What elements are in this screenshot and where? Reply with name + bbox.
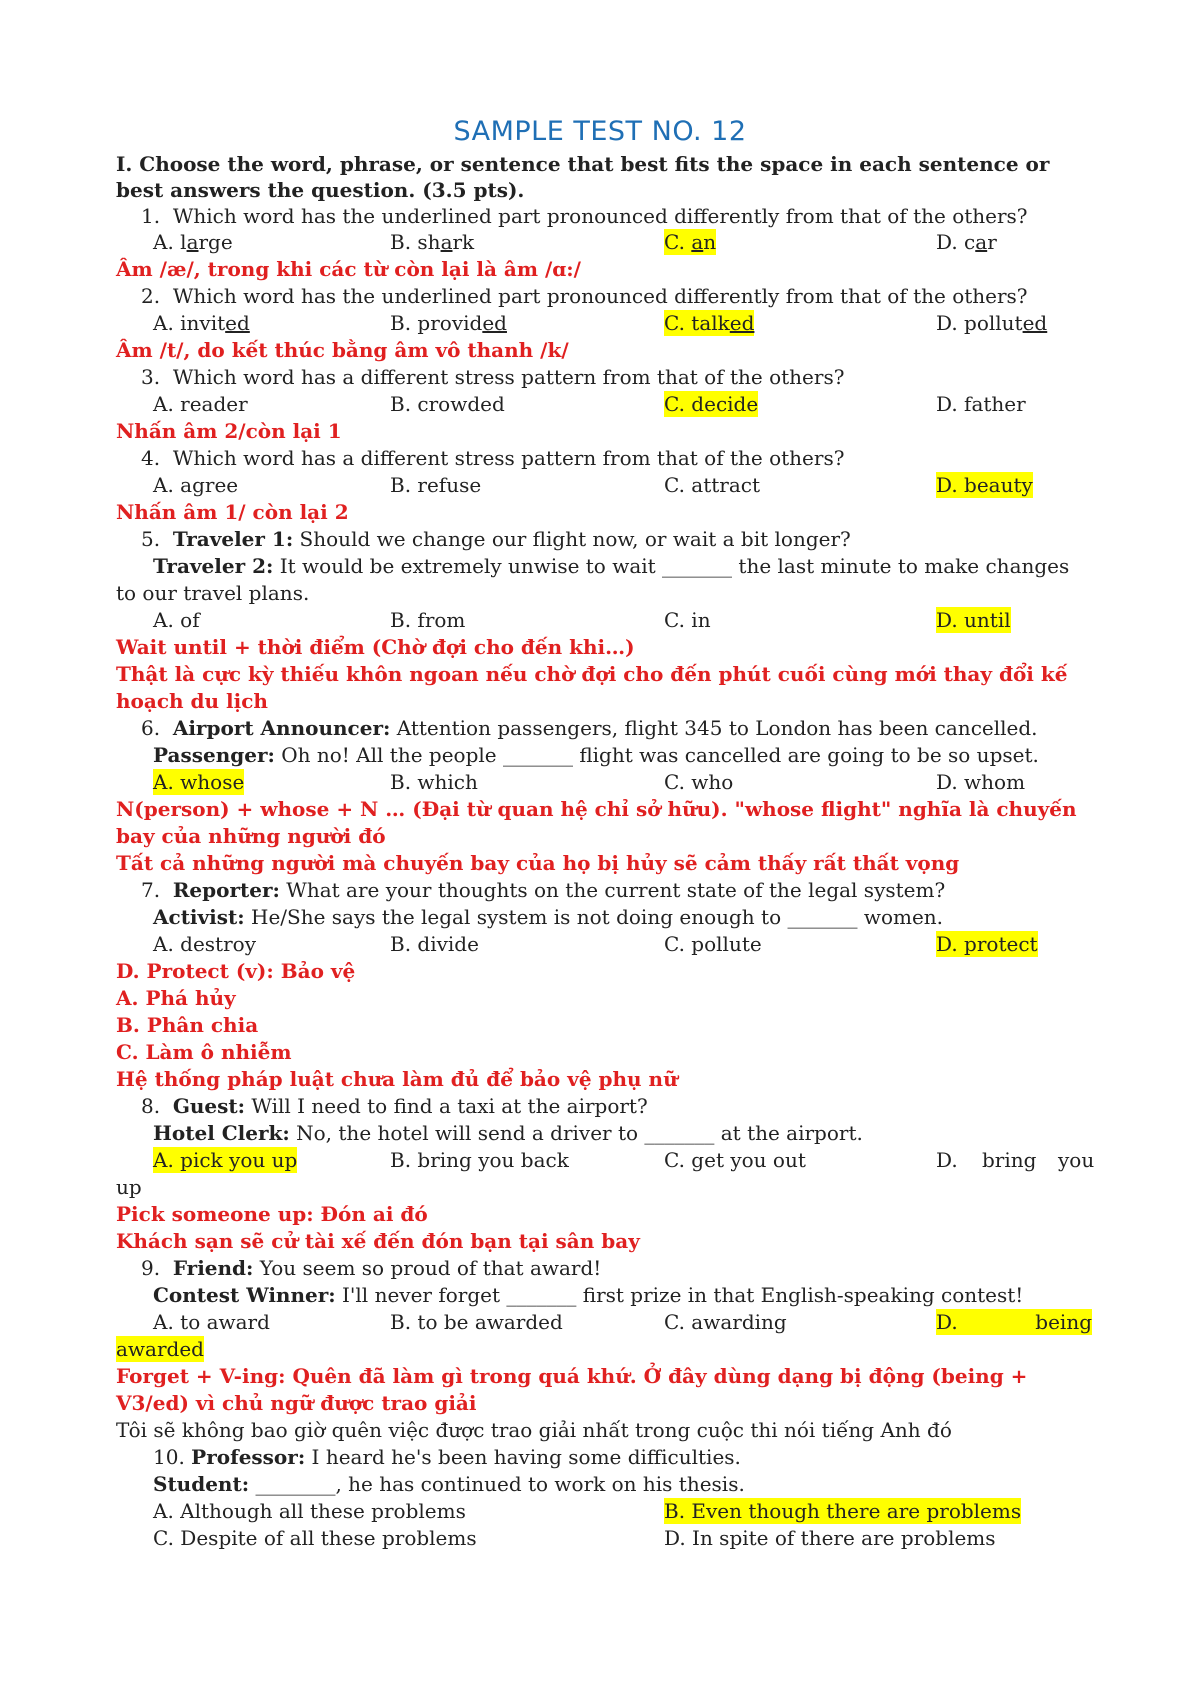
q9-translation: Tôi sẽ không bao giờ quên việc được trao giải nhất trong cuộc thi nói tiếng Anh đó (116, 1418, 952, 1442)
q8-option-d-part4[interactable]: up (116, 1175, 142, 1199)
q10-option-a[interactable]: A. Although all these problems (153, 1499, 466, 1523)
question-text: Which word has the underlined part pronounced differently from that of the others? (172, 284, 1028, 308)
q2-option-a[interactable]: A. invited (153, 311, 250, 335)
question-number: 10. (153, 1445, 185, 1469)
q8-dialogue-2 (153, 1120, 863, 1146)
question-2 (141, 283, 1028, 309)
question-text: Which word has a different stress pattern from that of the others? (172, 365, 845, 389)
q6-option-c[interactable]: C. who (664, 770, 734, 794)
q9-dialogue-2 (153, 1282, 1023, 1308)
speaker-label: Contest Winner: (153, 1283, 336, 1307)
q8-option-c[interactable]: C. get you out (664, 1148, 806, 1172)
q9-option-a[interactable]: A. to award (153, 1310, 270, 1334)
q6-explanation-2: bay của những người đó (116, 824, 386, 848)
q9-explanation-2: V3/ed) vì chủ ngữ được trao giải (116, 1391, 477, 1415)
q8-option-d-part1[interactable]: D. (936, 1148, 958, 1172)
page-title: SAMPLE TEST NO. 12 (453, 116, 747, 147)
question-9 (141, 1255, 601, 1281)
q10-option-c[interactable]: C. Despite of all these problems (153, 1526, 477, 1550)
speaker-label: Student: (153, 1472, 250, 1496)
q5-option-a[interactable]: A. of (153, 608, 200, 632)
q7-option-a[interactable]: A. destroy (153, 932, 256, 956)
question-8 (141, 1093, 648, 1119)
q5-dialogue-2 (153, 553, 1069, 579)
question-5 (141, 526, 851, 552)
dialogue-text: It would be extremely unwise to wait _______ the last minute to make changes (273, 554, 1070, 578)
question-number: 7. (141, 878, 161, 902)
dialogue-text: I'll never forget _______ first prize in that English-speaking contest! (335, 1283, 1024, 1307)
q3-explanation: Nhấn âm 2/còn lại 1 (116, 419, 342, 443)
question-7 (141, 877, 945, 903)
q1-option-b[interactable]: B. shark (390, 230, 475, 254)
q7-explanation-2: A. Phá hủy (116, 986, 236, 1010)
question-number: 3. (141, 365, 161, 389)
dialogue-text: Attention passengers, flight 345 to London has been cancelled. (390, 716, 1038, 740)
q5-dialogue-continued: to our travel plans. (116, 581, 310, 605)
dialogue-text: You seem so proud of that award! (253, 1256, 602, 1280)
q1-option-a[interactable]: A. large (153, 230, 233, 254)
q4-explanation: Nhấn âm 1/ còn lại 2 (116, 500, 349, 524)
speaker-label: Traveler 2: (153, 554, 274, 578)
dialogue-text: Will I need to find a taxi at the airport? (245, 1094, 648, 1118)
q10-dialogue-2 (153, 1471, 745, 1497)
section-heading-line2: best answers the question. (3.5 pts). (116, 178, 525, 202)
q9-option-c[interactable]: C. awarding (664, 1310, 787, 1334)
q6-option-a[interactable]: A. whose (153, 770, 245, 794)
q8-option-d-part3[interactable]: you (1058, 1148, 1095, 1172)
speaker-label: Passenger: (153, 743, 275, 767)
q8-explanation-1: Pick someone up: Đón ai đó (116, 1202, 428, 1226)
q4-option-c[interactable]: C. attract (664, 473, 761, 497)
q4-option-b[interactable]: B. refuse (390, 473, 482, 497)
q6-explanation-3: Tất cả những người mà chuyến bay của họ bị hủy sẽ cảm thấy rất thất vọng (116, 851, 960, 875)
question-number: 5. (141, 527, 161, 551)
q7-explanation-3: B. Phân chia (116, 1013, 259, 1037)
q9-option-d[interactable]: D. being (936, 1310, 1092, 1334)
q2-explanation: Âm /t/, do kết thúc bằng âm vô thanh /k/ (116, 338, 569, 362)
q5-option-d[interactable]: D. until (936, 608, 1011, 632)
q5-explanation-2: Thật là cực kỳ thiếu khôn ngoan nếu chờ đợi cho đến phút cuối cùng mới thay đổi kế (116, 662, 1068, 686)
q1-explanation: Âm /æ/, trong khi các từ còn lại là âm /ɑ:/ (116, 257, 581, 281)
question-4 (141, 445, 844, 471)
dialogue-text: I heard he's been having some difficulties. (305, 1445, 741, 1469)
question-number: 2. (141, 284, 161, 308)
speaker-label: Activist: (153, 905, 245, 929)
q3-option-d[interactable]: D. father (936, 392, 1026, 416)
q5-explanation-1: Wait until + thời điểm (Chờ đợi cho đến khi…) (116, 635, 635, 659)
q8-explanation-2: Khách sạn sẽ cử tài xế đến đón bạn tại sân bay (116, 1229, 640, 1253)
speaker-label: Traveler 1: (172, 527, 294, 551)
section-heading-line1: I. Choose the word, phrase, or sentence that best fits the space in each sentence or (116, 152, 1050, 176)
q9-option-b[interactable]: B. to be awarded (390, 1310, 563, 1334)
q9-explanation-1: Forget + V-ing: Quên đã làm gì trong quá khứ. Ở đây dùng dạng bị động (being + (116, 1364, 1028, 1388)
q2-option-b[interactable]: B. provided (390, 311, 507, 335)
dialogue-text: ________, he has continued to work on his thesis. (249, 1472, 745, 1496)
question-number: 1. (141, 204, 161, 228)
q5-explanation-3: hoạch du lịch (116, 689, 268, 713)
q4-option-d[interactable]: D. beauty (936, 473, 1033, 497)
q10-option-d[interactable]: D. In spite of there are problems (664, 1526, 996, 1550)
q3-option-c[interactable]: C. decide (664, 392, 759, 416)
q9-option-d-continued[interactable]: awarded (116, 1337, 204, 1361)
q6-option-d[interactable]: D. whom (936, 770, 1026, 794)
question-3 (141, 364, 844, 390)
q2-option-d[interactable]: D. polluted (936, 311, 1048, 335)
question-number: 6. (141, 716, 161, 740)
q8-option-d-part2[interactable]: bring (982, 1148, 1037, 1172)
q1-option-c[interactable]: C. an (664, 230, 717, 254)
speaker-label: Professor: (191, 1445, 306, 1469)
q10-option-b[interactable]: B. Even though there are problems (664, 1499, 1022, 1523)
dialogue-text: He/She says the legal system is not doing enough to _______ women. (244, 905, 944, 929)
q2-option-c[interactable]: C. talked (664, 311, 755, 335)
q7-dialogue-2 (153, 904, 943, 930)
q7-explanation-5: Hệ thống pháp luật chưa làm đủ để bảo vệ phụ nữ (116, 1067, 678, 1091)
q7-option-b[interactable]: B. divide (390, 932, 479, 956)
question-1 (141, 203, 1028, 229)
q6-option-b[interactable]: B. which (390, 770, 478, 794)
speaker-label: Airport Announcer: (172, 716, 391, 740)
speaker-label: Hotel Clerk: (153, 1121, 290, 1145)
q3-option-a[interactable]: A. reader (153, 392, 248, 416)
question-text: Which word has the underlined part pronounced differently from that of the others? (172, 204, 1028, 228)
q1-option-d[interactable]: D. car (936, 230, 997, 254)
dialogue-text: What are your thoughts on the current state of the legal system? (279, 878, 946, 902)
q7-explanation-4: C. Làm ô nhiễm (116, 1040, 292, 1064)
dialogue-text: Should we change our flight now, or wait a bit longer? (293, 527, 851, 551)
question-number: 9. (141, 1256, 161, 1280)
dialogue-text: No, the hotel will send a driver to _______ at the airport. (289, 1121, 863, 1145)
speaker-label: Friend: (172, 1256, 254, 1280)
q5-option-b[interactable]: B. from (390, 608, 466, 632)
q6-explanation-1: N(person) + whose + N … (Đại từ quan hệ chỉ sở hữu). "whose flight" nghĩa là chuyến (116, 797, 1077, 821)
q5-option-c[interactable]: C. in (664, 608, 711, 632)
speaker-label: Reporter: (172, 878, 280, 902)
question-10 (153, 1444, 741, 1470)
q6-dialogue-2 (153, 742, 1039, 768)
q7-explanation-1: D. Protect (v): Bảo vệ (116, 959, 356, 983)
question-6 (141, 715, 1038, 741)
question-number: 4. (141, 446, 161, 470)
q4-option-a[interactable]: A. agree (153, 473, 239, 497)
q7-option-c[interactable]: C. pollute (664, 932, 762, 956)
speaker-label: Guest: (172, 1094, 246, 1118)
q8-option-b[interactable]: B. bring you back (390, 1148, 569, 1172)
q8-option-a[interactable]: A. pick you up (153, 1148, 298, 1172)
question-text: Which word has a different stress pattern from that of the others? (172, 446, 845, 470)
q3-option-b[interactable]: B. crowded (390, 392, 505, 416)
question-number: 8. (141, 1094, 161, 1118)
dialogue-text: Oh no! All the people _______ flight was cancelled are going to be so upset. (274, 743, 1039, 767)
q7-option-d[interactable]: D. protect (936, 932, 1038, 956)
